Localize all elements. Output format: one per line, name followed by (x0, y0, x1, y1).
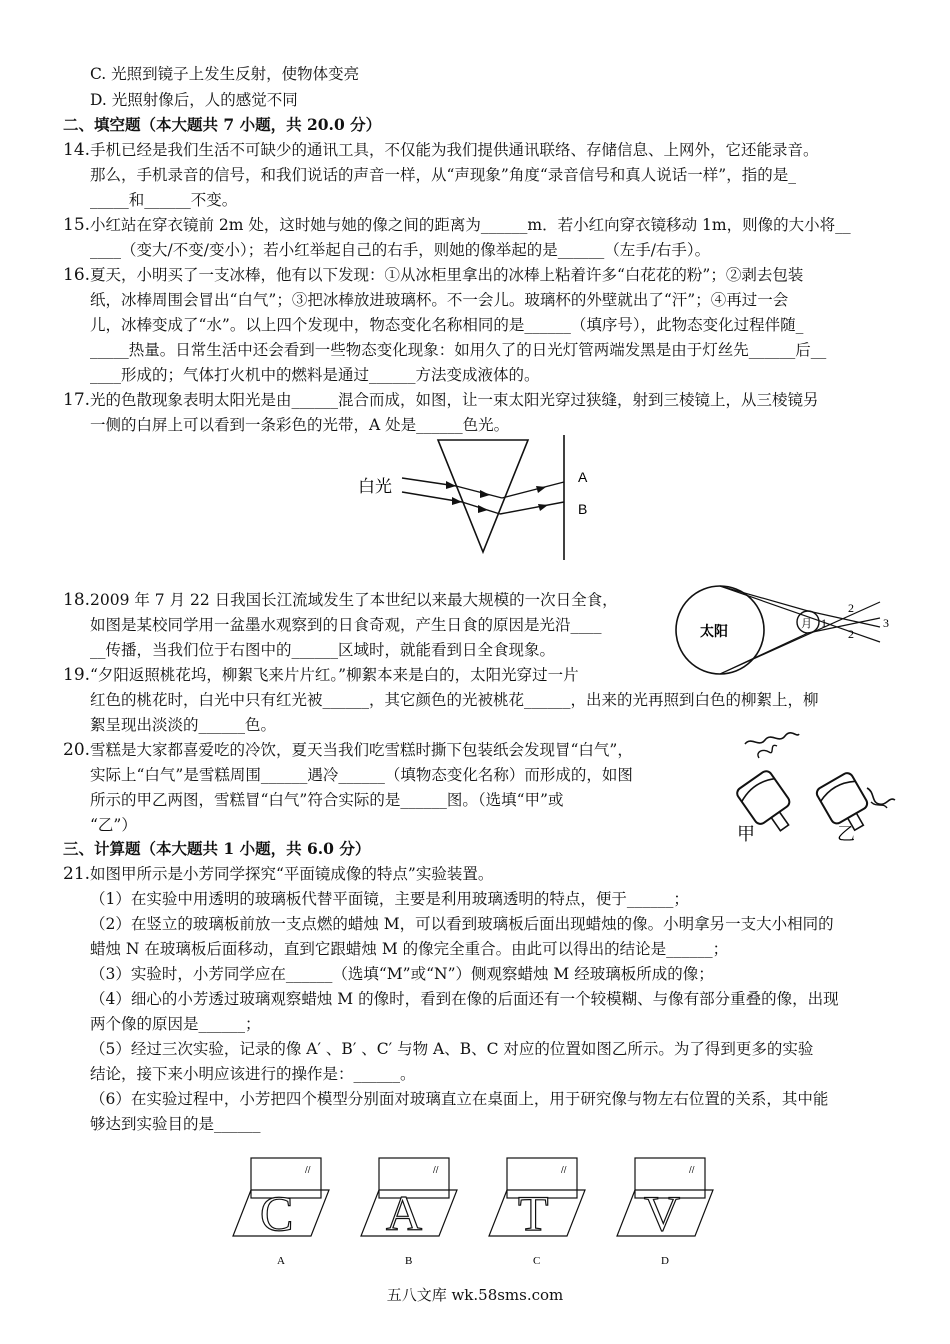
q21-intro: 如图甲所示是小芳同学探究“平面镜成像的特点”实验装置。 (90, 865, 494, 883)
steam-jia-top (745, 733, 799, 744)
q19-line-1: “夕阳返照桃花坞，柳絮飞来片片红。”柳絮本来是白的，太阳光穿过一片 (90, 666, 579, 684)
model-option-a (233, 1158, 329, 1267)
q16-line-2: 纸，冰棒周围会冒出“白气”；③把冰棒放进玻璃杯。不一会儿。玻璃杯的外壁就出了“汗”；④再过一会 (90, 291, 789, 309)
svg-text://: // (305, 1165, 311, 1174)
q18-number: 18. (63, 590, 91, 610)
ray-lower-2 (720, 633, 808, 674)
ray-upper-2 (720, 586, 808, 611)
q21-part-6b: 够达到实验目的是______ (90, 1115, 261, 1133)
model-letter-c: C (260, 1185, 294, 1241)
label-region-3: 3 (883, 616, 889, 630)
emergent-arrow-top (536, 486, 546, 493)
q15-number: 15. (63, 215, 91, 235)
refracted-arrow-bottom (478, 505, 488, 513)
q16-line-5: ____形成的；气体打火机中的燃料是通过______方法变成液体的。 (90, 366, 540, 384)
q20-line-2: 实际上“白气”是雪糕周围______遇冷______（填物态变化名称）而形成的，如图 (90, 766, 633, 784)
q16-number: 16. (63, 265, 91, 285)
label-jia: 甲 (737, 824, 755, 844)
prism-dispersion-figure (350, 430, 610, 565)
q16-line-3: 儿，冰棒变成了“水”。以上四个发现中，物态变化名称相同的是______（填序号），此物态变化过程伴随_ (90, 316, 804, 334)
model-letter-v: V (644, 1185, 681, 1241)
svg-text://: // (689, 1165, 695, 1174)
q17-number: 17. (63, 390, 91, 410)
q17-line-2: 一侧的白屏上可以看到一条彩色的光带，A 处是______色光。 (90, 416, 510, 434)
section-2-title: 二、填空题（本大题共 7 小题，共 20.0 分） (63, 115, 382, 134)
label-b: B (578, 501, 588, 517)
label-region-1: 1 (821, 616, 827, 630)
svg-text://: // (561, 1165, 567, 1174)
mirror-models-figure (225, 1150, 715, 1268)
q18-line-2: 如图是某校同学用一盆墨水观察到的日食奇观，产生日食的原因是光沿____ (90, 616, 602, 634)
emergent-ray-bottom (500, 502, 564, 514)
option-label-d: D (661, 1255, 669, 1267)
model-option-d (617, 1158, 713, 1267)
q14-number: 14. (63, 140, 91, 160)
model-letter-t: T (518, 1185, 549, 1241)
q21-part-5b: 结论，接下来小明应该进行的操作是：______。 (90, 1065, 416, 1083)
label-yi: 乙 (837, 824, 855, 844)
model-letter-a: A (386, 1185, 423, 1241)
section-3-title: 三、计算题（本大题共 1 小题，共 6.0 分） (63, 839, 371, 858)
label-region-2-bottom: 2 (848, 627, 854, 641)
svg-text://: // (433, 1165, 439, 1174)
q21-part-6a: （6）在实验过程中，小芳把四个模型分别面对玻璃直立在桌面上，用于研究像与物左右位置的关系，其中能 (90, 1090, 829, 1108)
q20-line-4: “乙”） (90, 816, 137, 834)
label-sun: 太阳 (700, 623, 728, 639)
label-a: A (578, 469, 588, 485)
q16-line-4: _____热量。日常生活中还会看到一些物态变化现象：如用久了的日光灯管两端发黑是由于灯丝先______后__ (90, 341, 827, 359)
q16-line-1: 夏天，小明买了一支冰棒，他有以下发现：①从冰柜里拿出的冰棒上粘着许多“白花花的粉”；②剥去包装 (90, 266, 804, 284)
emergent-arrow-bottom (538, 504, 548, 511)
label-region-2-top: 2 (848, 601, 854, 615)
emergent-ray-top (502, 482, 564, 498)
model-option-c (489, 1158, 585, 1267)
q21-part-4a: （4）细心的小芳透过玻璃观察蜡烛 M 的像时，看到在像的后面还有一个较模糊、与像有部分重叠的像，出现 (90, 990, 839, 1008)
q19-line-2: 红色的桃花时，白光中只有红光被______，其它颜色的光被桃花______，出来的光再照到白色的柳絮上，柳 (90, 691, 819, 709)
refracted-ray-top (456, 486, 502, 498)
q21-part-4b: 两个像的原因是______； (90, 1015, 261, 1033)
q21-part-2b: 蜡烛 N 在玻璃板后面移动，直到它跟蜡烛 M 的像完全重合。由此可以得出的结论是______； (90, 940, 729, 958)
steam-jia-curl (758, 745, 777, 758)
q15-line-1: 小红站在穿衣镜前 2m 处，这时她与她的像之间的距离为______m．若小红向穿衣镜移动 1m，则像的大小将__ (90, 216, 851, 234)
q21-number: 21. (63, 864, 91, 884)
q18-line-1: 2009 年 7 月 22 日我国长江流域发生了本世纪以来最大规模的一次日全食， (90, 591, 618, 609)
q20-line-3: 所示的甲乙两图，雪糕冒“白气”符合实际的是______图。（选填“甲”或 (90, 791, 564, 809)
q17-line-1: 光的色散现象表明太阳光是由______混合而成，如图，让一束太阳光穿过狭缝，射到三棱镜上，从三棱镜另 (90, 391, 819, 409)
q15-line-2: ____（变大/不变/变小）；若小红举起自己的右手，则她的像举起的是______（左手/右手）。 (90, 241, 711, 259)
ice-cream-figure (715, 730, 905, 845)
q21-part-3: （3）实验时，小芳同学应在______（选填“M”或“N”）侧观察蜡烛 M 经玻璃板所成的像； (90, 965, 714, 983)
q20-line-1: 雪糕是大家都喜爱吃的冷饮，夏天当我们吃雪糕时撕下包装纸会发现冒“白气”， (90, 741, 633, 759)
q19-line-3: 絮呈现出淡淡的______色。 (90, 716, 277, 734)
incident-arrow-bottom (452, 497, 462, 505)
option-label-b: B (405, 1255, 413, 1267)
q19-number: 19. (63, 665, 91, 685)
q13-option-d: D. 光照射像后，人的感觉不同 (90, 91, 298, 109)
q18-line-3: __传播，当我们位于右图中的______区域时，就能看到日全食现象。 (90, 641, 556, 659)
option-label-a: A (277, 1255, 285, 1267)
solar-eclipse-figure (670, 580, 900, 680)
q14-line-3: _____和______不变。 (90, 191, 238, 209)
q14-line-1: 手机已经是我们生活不可缺少的通讯工具，不仅能为我们提供通讯联络、存储信息、上网外，它还能录音。 (90, 141, 819, 159)
label-white-light: 白光 (358, 477, 392, 496)
ray-upper-1 (720, 586, 880, 642)
model-option-b (361, 1158, 457, 1267)
option-label-c: C (533, 1255, 541, 1267)
q21-part-2a: （2）在竖立的玻璃板前放一支点燃的蜡烛 M，可以看到玻璃板后面出现蜡烛的像。小明拿另一支大小相同的 (90, 915, 834, 933)
page-footer: 五八文库 wk.58sms.com (386, 1286, 564, 1304)
q20-number: 20. (63, 740, 91, 760)
label-moon: 月 (801, 618, 812, 630)
q13-option-c: C. 光照到镜子上发生反射，使物体变亮 (90, 65, 360, 83)
q21-part-5a: （5）经过三次实验，记录的像 A′ 、B′ 、C′ 与物 A、B、C 对应的位置如图乙所示。为了得到更多的实验 (90, 1040, 814, 1058)
q14-line-2: 那么，手机录音的信号，和我们说话的声音一样，从“声现象”角度“录音信号和真人说话一样”，指的是_ (90, 166, 796, 184)
q21-part-1: （1）在实验中用透明的玻璃板代替平面镜，主要是利用玻璃透明的特点，便于______； (90, 890, 689, 908)
